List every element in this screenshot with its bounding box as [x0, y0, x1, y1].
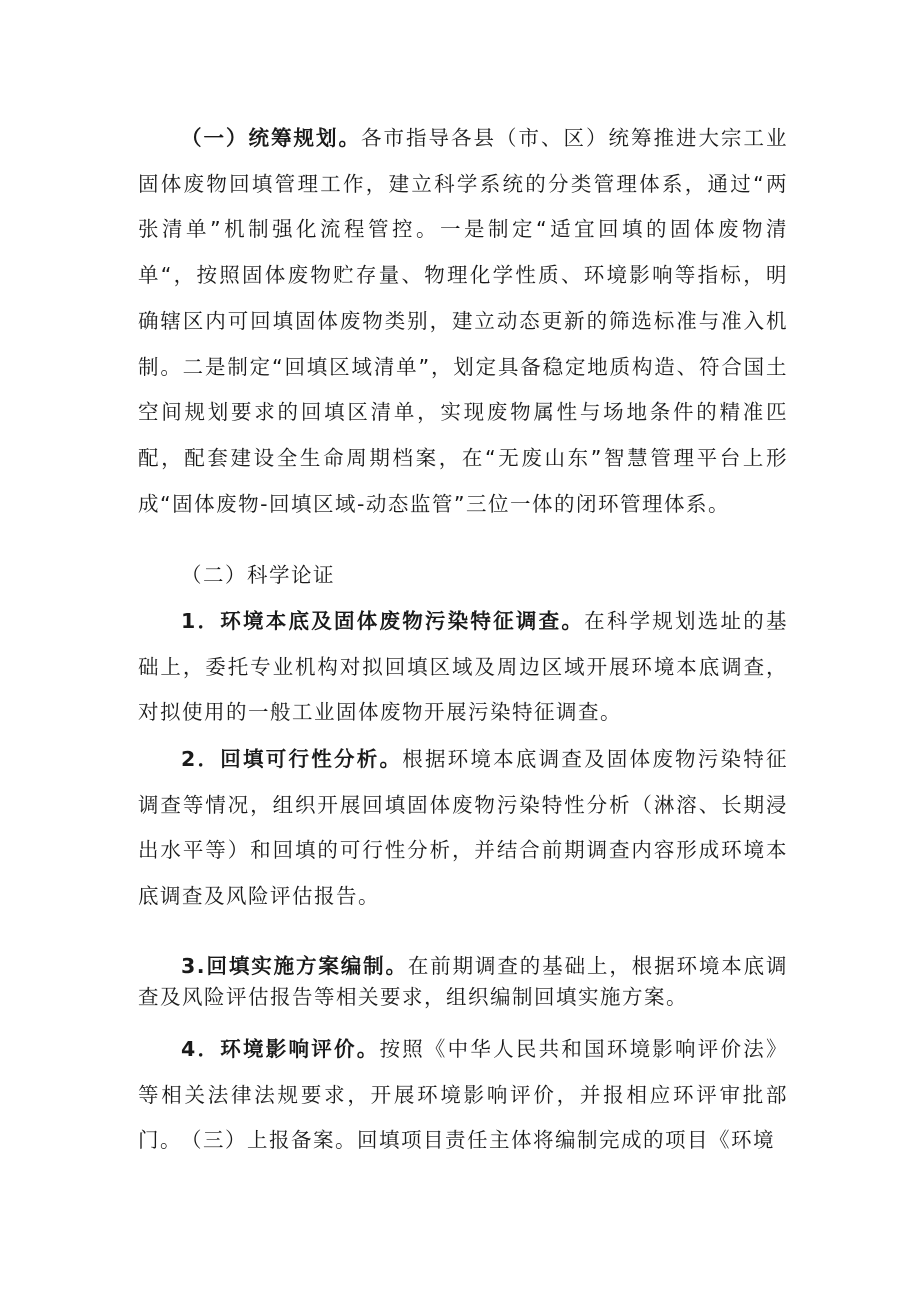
- paragraph-body: 根据环境本底调查及固体废物污染特征调查等情况，组织开展回填固体废物污染特性分析（淋溶、长期浸出水平等）和回填的可行性分析，并结合前期调查内容形成环境本底调查及风险评估报告。: [138, 747, 789, 909]
- section-heading-overall-planning: （一）统筹规划。: [181, 126, 362, 150]
- paragraph-baseline-survey: [138, 599, 788, 736]
- paragraph-body: 各市指导各县（市、区）统筹推进大宗工业固体废物回填管理工作，建立科学系统的分类管理体系，通过“两张清单”机制强化流程管控。一是制定“适宜回填的固体废物清单“，按照固体废物贮存量、物理化学性质、环境影响等指标，明确辖区内可回填固体废物类别，建立动态更新的筛选标准与准入机制。二是制定“回填区域清单”，划定具备稳定地质构造、符合国土空间规划要求的回填区清单，实现废物属性与场地条件的精准匹配，配套建设全生命周期档案，在“无废山东”智慧管理平台上形成“固体废物-回填区域-动态监管”三位一体的闭环管理体系。: [138, 126, 789, 516]
- paragraph-body: 按照《中华人民共和国环境影响评价法》等相关法律法规要求，开展环境影响评价，并报相应环评审批部门。: [138, 1037, 788, 1153]
- paragraph-body: （二）科学论证: [181, 563, 336, 587]
- paragraph-body: （三）上报备案。回填项目责任主体将编制完成的项目《环境: [181, 1128, 776, 1152]
- paragraph-overall-planning: [138, 116, 788, 527]
- paragraph-body: 在科学规划选址的基础上，委托专业机构对拟回填区域及周边区域开展环境本底调查，对拟使用的一般工业固体废物开展污染特征调查。: [138, 609, 788, 725]
- section-heading-scientific-demonstration: [138, 553, 788, 599]
- item-heading-environmental-impact-assessment: 4．环境影响评价。: [181, 1037, 380, 1061]
- item-heading-feasibility-analysis: 2．回填可行性分析。: [181, 747, 403, 771]
- paragraph-body: 在前期调查的基础上，根据环境本底调查及风险评估报告等相关要求，组织编制回填实施方案。: [138, 954, 788, 1009]
- paragraph-feasibility-analysis: [138, 737, 788, 920]
- paragraph-implementation-plan: [138, 951, 788, 1013]
- paragraph-filing: [138, 1118, 788, 1164]
- item-heading-baseline-survey: 1．环境本底及固体废物污染特征调查。: [181, 609, 585, 633]
- item-heading-implementation-plan: 3.回填实施方案编制。: [181, 954, 408, 978]
